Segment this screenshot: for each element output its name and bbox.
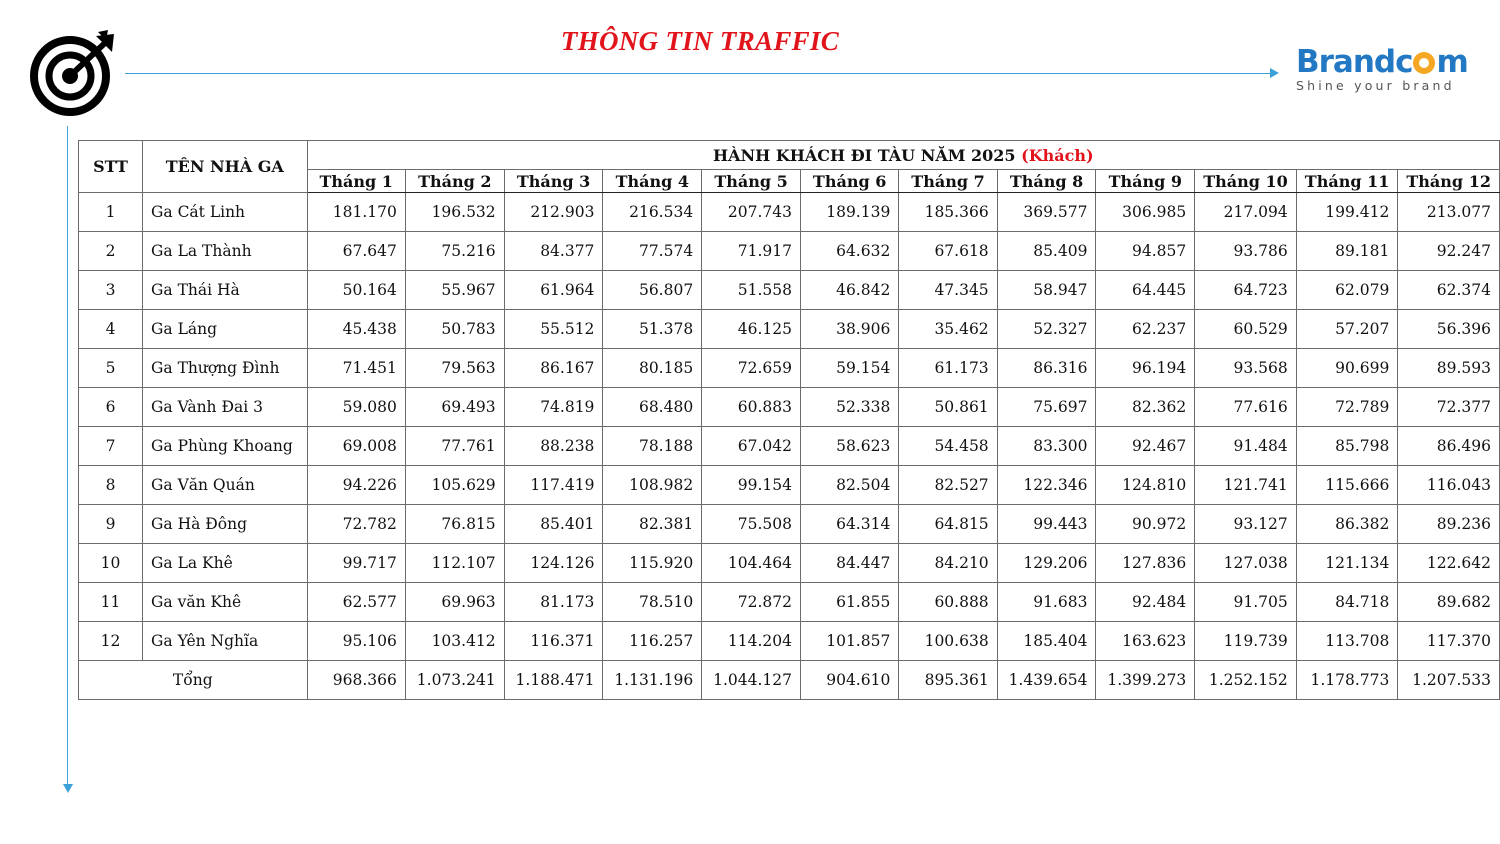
passenger-count: 45.438 [307, 310, 405, 349]
total-count: 1.131.196 [603, 661, 702, 700]
col-header-month: Tháng 7 [899, 170, 997, 193]
passenger-count: 67.618 [899, 232, 997, 271]
passenger-count: 68.480 [603, 388, 702, 427]
passenger-count: 35.462 [899, 310, 997, 349]
col-header-month: Tháng 2 [405, 170, 504, 193]
passenger-count: 62.374 [1398, 271, 1500, 310]
col-header-station: TÊN NHÀ GA [143, 141, 308, 193]
passenger-count: 85.401 [504, 505, 603, 544]
passenger-count: 196.532 [405, 193, 504, 232]
passenger-count: 117.370 [1398, 622, 1500, 661]
passenger-count: 55.512 [504, 310, 603, 349]
row-stt: 4 [79, 310, 143, 349]
passenger-count: 64.723 [1195, 271, 1297, 310]
passenger-count: 82.362 [1096, 388, 1195, 427]
passenger-count: 72.789 [1296, 388, 1398, 427]
table-row [79, 349, 1500, 388]
group-header: HÀNH KHÁCH ĐI TÀU NĂM 2025 (Khách) [307, 141, 1499, 170]
passenger-count: 77.616 [1195, 388, 1297, 427]
passenger-count: 67.647 [307, 232, 405, 271]
passenger-count: 163.623 [1096, 622, 1195, 661]
passenger-count: 60.529 [1195, 310, 1297, 349]
passenger-count: 62.237 [1096, 310, 1195, 349]
passenger-count: 90.699 [1296, 349, 1398, 388]
row-stt: 1 [79, 193, 143, 232]
passenger-count: 86.167 [504, 349, 603, 388]
passenger-count: 86.316 [997, 349, 1096, 388]
total-count: 904.610 [800, 661, 898, 700]
col-header-month: Tháng 11 [1296, 170, 1398, 193]
row-stt: 8 [79, 466, 143, 505]
passenger-count: 75.697 [997, 388, 1096, 427]
passenger-count: 95.106 [307, 622, 405, 661]
passenger-count: 117.419 [504, 466, 603, 505]
passenger-count: 91.683 [997, 583, 1096, 622]
passenger-count: 207.743 [702, 193, 801, 232]
station-name: Ga Thượng Đình [143, 349, 308, 388]
passenger-count: 82.381 [603, 505, 702, 544]
total-count: 1.207.533 [1398, 661, 1500, 700]
passenger-count: 93.786 [1195, 232, 1297, 271]
passenger-count: 112.107 [405, 544, 504, 583]
passenger-count: 78.510 [603, 583, 702, 622]
passenger-count: 50.164 [307, 271, 405, 310]
station-name: Ga văn Khê [143, 583, 308, 622]
passenger-count: 67.042 [702, 427, 801, 466]
col-header-month: Tháng 6 [800, 170, 898, 193]
passenger-count: 115.920 [603, 544, 702, 583]
passenger-count: 50.783 [405, 310, 504, 349]
row-stt: 9 [79, 505, 143, 544]
passenger-count: 92.484 [1096, 583, 1195, 622]
traffic-table [78, 140, 1500, 700]
passenger-count: 82.527 [899, 466, 997, 505]
passenger-count: 84.718 [1296, 583, 1398, 622]
passenger-count: 47.345 [899, 271, 997, 310]
passenger-count: 369.577 [997, 193, 1096, 232]
col-header-stt: STT [79, 141, 143, 193]
passenger-count: 93.127 [1195, 505, 1297, 544]
col-header-month: Tháng 9 [1096, 170, 1195, 193]
passenger-count: 88.238 [504, 427, 603, 466]
passenger-count: 124.810 [1096, 466, 1195, 505]
passenger-count: 46.842 [800, 271, 898, 310]
passenger-count: 69.493 [405, 388, 504, 427]
total-count: 1.439.654 [997, 661, 1096, 700]
passenger-count: 52.327 [997, 310, 1096, 349]
passenger-count: 99.443 [997, 505, 1096, 544]
passenger-count: 60.883 [702, 388, 801, 427]
passenger-count: 77.574 [603, 232, 702, 271]
passenger-count: 89.181 [1296, 232, 1398, 271]
total-count: 1.178.773 [1296, 661, 1398, 700]
col-header-month: Tháng 3 [504, 170, 603, 193]
table-row [79, 427, 1500, 466]
passenger-count: 50.861 [899, 388, 997, 427]
station-name: Ga Yên Nghĩa [143, 622, 308, 661]
station-name: Ga La Thành [143, 232, 308, 271]
passenger-count: 61.173 [899, 349, 997, 388]
passenger-count: 92.467 [1096, 427, 1195, 466]
passenger-count: 62.079 [1296, 271, 1398, 310]
passenger-count: 75.508 [702, 505, 801, 544]
col-header-month: Tháng 12 [1398, 170, 1500, 193]
passenger-count: 69.008 [307, 427, 405, 466]
passenger-count: 212.903 [504, 193, 603, 232]
total-count: 1.399.273 [1096, 661, 1195, 700]
total-count: 968.366 [307, 661, 405, 700]
passenger-count: 46.125 [702, 310, 801, 349]
passenger-count: 80.185 [603, 349, 702, 388]
row-stt: 6 [79, 388, 143, 427]
row-stt: 7 [79, 427, 143, 466]
total-row [79, 661, 1500, 700]
arrow-right-icon [1270, 68, 1279, 78]
passenger-count: 93.568 [1195, 349, 1297, 388]
passenger-count: 79.563 [405, 349, 504, 388]
passenger-count: 56.807 [603, 271, 702, 310]
passenger-count: 82.504 [800, 466, 898, 505]
page-title: THÔNG TIN TRAFFIC [560, 26, 840, 56]
passenger-count: 114.204 [702, 622, 801, 661]
station-name: Ga La Khê [143, 544, 308, 583]
unit-label: (Khách) [1021, 145, 1094, 165]
passenger-count: 85.409 [997, 232, 1096, 271]
passenger-count: 71.917 [702, 232, 801, 271]
total-count: 895.361 [899, 661, 997, 700]
passenger-count: 90.972 [1096, 505, 1195, 544]
brand-logo [1296, 44, 1471, 93]
passenger-count: 116.043 [1398, 466, 1500, 505]
station-name: Ga Phùng Khoang [143, 427, 308, 466]
row-stt: 10 [79, 544, 143, 583]
passenger-count: 59.080 [307, 388, 405, 427]
passenger-count: 84.377 [504, 232, 603, 271]
passenger-count: 91.484 [1195, 427, 1297, 466]
passenger-count: 217.094 [1195, 193, 1297, 232]
passenger-count: 72.377 [1398, 388, 1500, 427]
row-stt: 5 [79, 349, 143, 388]
station-name: Ga Cát Linh [143, 193, 308, 232]
table-row [79, 505, 1500, 544]
passenger-count: 108.982 [603, 466, 702, 505]
table-row [79, 271, 1500, 310]
table-row [79, 310, 1500, 349]
passenger-count: 103.412 [405, 622, 504, 661]
horizontal-divider [125, 73, 1273, 74]
passenger-count: 181.170 [307, 193, 405, 232]
target-icon [28, 30, 118, 120]
passenger-count: 72.782 [307, 505, 405, 544]
passenger-count: 58.947 [997, 271, 1096, 310]
passenger-count: 72.872 [702, 583, 801, 622]
passenger-count: 75.216 [405, 232, 504, 271]
passenger-count: 56.396 [1398, 310, 1500, 349]
row-stt: 2 [79, 232, 143, 271]
passenger-count: 91.705 [1195, 583, 1297, 622]
passenger-count: 105.629 [405, 466, 504, 505]
passenger-count: 115.666 [1296, 466, 1398, 505]
col-header-month: Tháng 1 [307, 170, 405, 193]
passenger-count: 64.314 [800, 505, 898, 544]
passenger-count: 51.558 [702, 271, 801, 310]
table-row [79, 583, 1500, 622]
station-name: Ga Hà Đông [143, 505, 308, 544]
passenger-count: 85.798 [1296, 427, 1398, 466]
passenger-count: 185.366 [899, 193, 997, 232]
passenger-count: 121.741 [1195, 466, 1297, 505]
table-row [79, 622, 1500, 661]
passenger-count: 60.888 [899, 583, 997, 622]
passenger-count: 77.761 [405, 427, 504, 466]
passenger-count: 59.154 [800, 349, 898, 388]
passenger-count: 99.154 [702, 466, 801, 505]
total-count: 1.073.241 [405, 661, 504, 700]
passenger-count: 61.964 [504, 271, 603, 310]
passenger-count: 64.815 [899, 505, 997, 544]
passenger-count: 189.139 [800, 193, 898, 232]
passenger-count: 122.346 [997, 466, 1096, 505]
passenger-count: 127.836 [1096, 544, 1195, 583]
passenger-count: 38.906 [800, 310, 898, 349]
passenger-count: 62.577 [307, 583, 405, 622]
passenger-count: 86.496 [1398, 427, 1500, 466]
station-name: Ga Văn Quán [143, 466, 308, 505]
passenger-count: 94.857 [1096, 232, 1195, 271]
table-row [79, 193, 1500, 232]
passenger-count: 84.447 [800, 544, 898, 583]
passenger-count: 96.194 [1096, 349, 1195, 388]
passenger-count: 121.134 [1296, 544, 1398, 583]
col-header-month: Tháng 4 [603, 170, 702, 193]
total-count: 1.188.471 [504, 661, 603, 700]
passenger-count: 64.445 [1096, 271, 1195, 310]
arrow-down-icon [63, 784, 73, 793]
passenger-count: 124.126 [504, 544, 603, 583]
passenger-count: 306.985 [1096, 193, 1195, 232]
col-header-month: Tháng 10 [1195, 170, 1297, 193]
passenger-count: 99.717 [307, 544, 405, 583]
passenger-count: 83.300 [997, 427, 1096, 466]
passenger-count: 101.857 [800, 622, 898, 661]
passenger-count: 199.412 [1296, 193, 1398, 232]
brand-coin-icon [1413, 52, 1435, 74]
table-row [79, 544, 1500, 583]
table-row [79, 388, 1500, 427]
passenger-count: 185.404 [997, 622, 1096, 661]
passenger-count: 116.371 [504, 622, 603, 661]
total-label: Tổng [79, 661, 308, 700]
passenger-count: 84.210 [899, 544, 997, 583]
passenger-count: 72.659 [702, 349, 801, 388]
passenger-count: 81.173 [504, 583, 603, 622]
passenger-count: 74.819 [504, 388, 603, 427]
total-count: 1.252.152 [1195, 661, 1297, 700]
passenger-count: 64.632 [800, 232, 898, 271]
row-stt: 11 [79, 583, 143, 622]
passenger-count: 100.638 [899, 622, 997, 661]
brand-tagline: Shine your brand [1296, 78, 1455, 93]
station-name: Ga Láng [143, 310, 308, 349]
col-header-month: Tháng 5 [702, 170, 801, 193]
passenger-count: 89.236 [1398, 505, 1500, 544]
brand-name: Brandc m [1296, 44, 1468, 80]
passenger-count: 216.534 [603, 193, 702, 232]
passenger-count: 113.708 [1296, 622, 1398, 661]
passenger-count: 71.451 [307, 349, 405, 388]
passenger-count: 86.382 [1296, 505, 1398, 544]
passenger-count: 51.378 [603, 310, 702, 349]
total-count: 1.044.127 [702, 661, 801, 700]
row-stt: 3 [79, 271, 143, 310]
passenger-count: 78.188 [603, 427, 702, 466]
passenger-count: 54.458 [899, 427, 997, 466]
table-row [79, 232, 1500, 271]
station-name: Ga Vành Đai 3 [143, 388, 308, 427]
row-stt: 12 [79, 622, 143, 661]
passenger-count: 129.206 [997, 544, 1096, 583]
passenger-count: 213.077 [1398, 193, 1500, 232]
passenger-count: 127.038 [1195, 544, 1297, 583]
passenger-count: 58.623 [800, 427, 898, 466]
passenger-count: 116.257 [603, 622, 702, 661]
passenger-count: 122.642 [1398, 544, 1500, 583]
vertical-divider [67, 126, 68, 784]
passenger-count: 119.739 [1195, 622, 1297, 661]
passenger-count: 104.464 [702, 544, 801, 583]
col-header-month: Tháng 8 [997, 170, 1096, 193]
table-row [79, 466, 1500, 505]
passenger-count: 69.963 [405, 583, 504, 622]
passenger-count: 52.338 [800, 388, 898, 427]
passenger-count: 76.815 [405, 505, 504, 544]
passenger-count: 57.207 [1296, 310, 1398, 349]
passenger-count: 92.247 [1398, 232, 1500, 271]
passenger-count: 61.855 [800, 583, 898, 622]
station-name: Ga Thái Hà [143, 271, 308, 310]
passenger-count: 55.967 [405, 271, 504, 310]
passenger-count: 89.682 [1398, 583, 1500, 622]
passenger-count: 89.593 [1398, 349, 1500, 388]
passenger-count: 94.226 [307, 466, 405, 505]
